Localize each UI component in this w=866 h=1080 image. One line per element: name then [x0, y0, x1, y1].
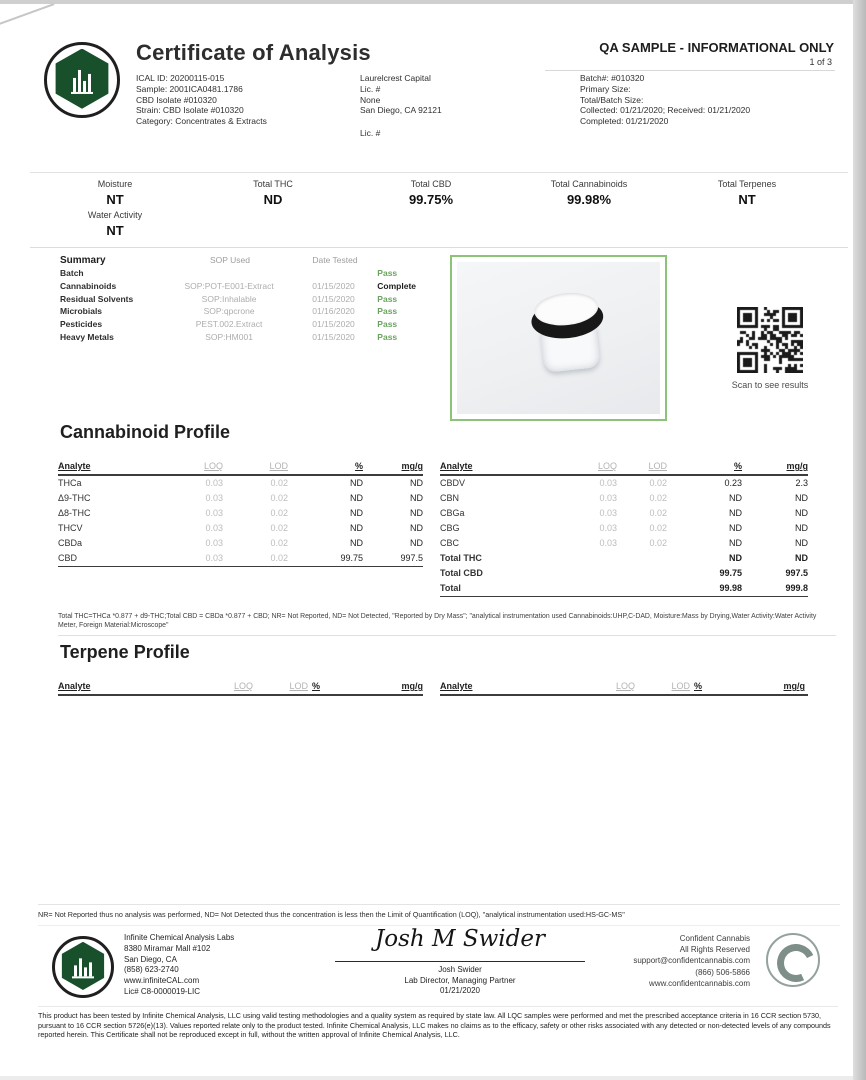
table-header	[58, 680, 423, 696]
mgg-cell: ND	[410, 538, 423, 548]
sign-date: 01/21/2020	[439, 986, 481, 995]
percent-cell: ND	[729, 508, 742, 518]
lod-header: LOD	[648, 461, 667, 471]
summary-result	[510, 179, 668, 238]
analyte-cell: CBN	[440, 493, 460, 503]
product-photo	[457, 262, 660, 414]
percent-cell: ND	[729, 553, 742, 563]
summary-table	[60, 254, 432, 344]
percent-cell: ND	[350, 493, 363, 503]
sop-used: SOP:HM001	[205, 331, 253, 342]
percent-header: %	[733, 461, 742, 471]
scan-crease	[0, 3, 54, 27]
text-line: San Diego, CA 92121	[360, 105, 442, 116]
batch-info-block	[580, 73, 750, 127]
table-row	[440, 506, 808, 521]
loq-header: LOQ	[597, 461, 617, 471]
table-row	[440, 521, 808, 536]
analyte-header: Analyte	[58, 681, 91, 691]
loq-header: LOQ	[233, 681, 253, 691]
cannabinoid-profile-title: Cannabinoid Profile	[60, 422, 231, 442]
percent-header: %	[312, 681, 321, 691]
table-row	[58, 476, 423, 491]
analyte-header: Analyte	[440, 681, 473, 691]
summary-header-label: Summary	[60, 255, 106, 266]
table-body	[58, 476, 423, 567]
summary-value: 99.98%	[566, 192, 612, 207]
analyte-cell: CBDV	[440, 478, 466, 488]
analyte-cell: CBGa	[440, 508, 465, 518]
confident-cannabis-logo	[766, 933, 820, 987]
percent-header: %	[694, 681, 703, 691]
product-photo-frame	[450, 255, 667, 421]
text-line: Completed: 01/21/2020	[580, 116, 669, 127]
analyte-cell: Total CBD	[440, 568, 483, 578]
confident-cannabis-block	[556, 933, 750, 989]
analyte-cell: Δ8-THC	[58, 508, 91, 518]
text-line: (866) 506-5866	[695, 967, 750, 977]
lod-cell	[617, 581, 667, 596]
sop-used: SOP:Inhalable	[201, 293, 257, 304]
loq-cell: 0.03	[205, 538, 223, 548]
date-tested	[294, 267, 374, 280]
loq-cell: 0.03	[599, 538, 617, 548]
signature-script: Josh M Swider	[375, 926, 545, 952]
qr-caption: Scan to see results	[731, 380, 809, 390]
sample-info-block	[136, 73, 267, 127]
divider	[30, 172, 848, 173]
mgg-cell: 999.8	[785, 583, 808, 593]
loq-cell: 0.03	[599, 508, 617, 518]
loq-cell: 0.03	[205, 508, 223, 518]
mgg-cell: 997.5	[785, 568, 808, 578]
text-line: www.infiniteCAL.com	[124, 976, 200, 986]
analyte-cell: Total	[440, 583, 461, 593]
lab-contact-block	[124, 933, 234, 998]
mgg-cell: 2.3	[795, 478, 808, 488]
text-line: Confident Cannabis	[679, 934, 750, 943]
lod-cell: 0.02	[270, 523, 288, 533]
lab-logo-icon	[52, 936, 114, 998]
date-tested: 01/15/2020	[312, 280, 355, 291]
percent-header: %	[354, 461, 363, 471]
date-header-label: Date Tested	[312, 255, 358, 265]
percent-cell: 99.75	[340, 553, 363, 563]
table-row	[58, 521, 423, 536]
text-line: Laurelcrest Capital	[360, 73, 431, 83]
text-line: None	[360, 94, 381, 105]
c-letter-icon	[772, 939, 821, 988]
loq-cell: 0.03	[599, 523, 617, 533]
summary-label: Total CBD	[410, 179, 452, 189]
date-tested: 01/15/2020	[312, 293, 355, 304]
cannabinoid-table-right	[440, 460, 808, 597]
cannabinoid-footnote: Total THC=THCa *0.877 + d9-THC;Total CBD = CBDa *0.877 + CBD; NR= Not Reported, ND= Not Detected, "Reported by Dry Mass"; "analytical instrumentation used Cannabinoids:UHP,C-DAD, Moisture:Mass by Drying,Water Activity:Water Activity Meter, Foreign Material:Microscope"	[58, 612, 836, 636]
loq-cell: 0.03	[599, 493, 617, 503]
mgg-header: mg/g	[786, 461, 808, 471]
text-line: www.confidentcannabis.com	[649, 978, 750, 988]
scan-edge-top	[0, 0, 866, 4]
percent-cell: ND	[729, 493, 742, 503]
qa-sample-label: QA SAMPLE - INFORMATIONAL ONLY	[599, 40, 834, 55]
loq-header: LOQ	[203, 461, 223, 471]
analyte-cell: CBD	[58, 553, 78, 563]
summary-table-row	[60, 331, 432, 344]
mgg-header: mg/g	[783, 681, 805, 691]
divider	[545, 70, 835, 71]
percent-cell: ND	[350, 478, 363, 488]
nr-note: NR= Not Reported thus no analysis was performed, ND= Not Detected thus the concentration is less then the Limit of Quantification (LOQ), "analytical instrumentation used:HS-GC-MS"	[38, 904, 840, 926]
mgg-header: mg/g	[401, 461, 423, 471]
summary-result	[668, 179, 826, 238]
percent-cell: ND	[729, 523, 742, 533]
analyte-cell: CBG	[440, 523, 460, 533]
text-line: Lic# C8-0000019-LIC	[124, 986, 201, 996]
signer-title: Lab Director, Managing Partner	[404, 975, 516, 985]
text-line: Collected: 01/21/2020; Received: 01/21/2020	[580, 105, 751, 116]
loq-cell: 0.03	[205, 493, 223, 503]
text-line: ICAL ID: 20200115-015	[136, 73, 225, 83]
text-line: All Rights Reserved	[679, 945, 750, 955]
signer-name: Josh Swider	[438, 965, 482, 974]
status-badge: Pass	[377, 306, 398, 317]
sop-used	[164, 267, 293, 280]
lod-cell	[617, 551, 667, 566]
chromatogram-bars	[72, 956, 94, 978]
table-row	[58, 491, 423, 506]
lod-cell: 0.02	[270, 538, 288, 548]
test-name: Pesticides	[60, 319, 103, 330]
mgg-cell: ND	[410, 508, 423, 518]
mgg-cell: 997.5	[400, 553, 423, 563]
analyte-header: Analyte	[440, 461, 473, 471]
table-row	[440, 551, 808, 566]
qr-code	[737, 307, 803, 373]
date-tested: 01/15/2020	[312, 319, 355, 330]
lod-cell: 0.02	[649, 508, 667, 518]
summary-results-bar	[36, 179, 826, 238]
summary-value: ND	[263, 192, 283, 207]
analyte-cell: CBDa	[58, 538, 83, 548]
percent-cell: ND	[729, 538, 742, 548]
analyte-cell: THCV	[58, 523, 83, 533]
sop-used: SOP:qpcrone	[203, 306, 255, 317]
sop-used: SOP:POT-E001-Extract	[184, 280, 274, 291]
text-line: Sample: 2001ICA0481.1786	[136, 83, 243, 94]
percent-cell: 99.75	[719, 568, 742, 578]
status-badge: Pass	[377, 319, 398, 330]
divider	[30, 247, 848, 248]
table-row	[440, 491, 808, 506]
sop-header-label: SOP Used	[209, 255, 250, 265]
document-title: Certificate of Analysis	[136, 40, 371, 65]
mgg-header: mg/g	[401, 681, 423, 691]
text-line: Category: Concentrates & Extracts	[136, 116, 267, 127]
status-badge: Pass	[377, 331, 398, 342]
status-badge: Pass	[377, 293, 398, 304]
scan-edge-right	[853, 0, 866, 1080]
lod-cell: 0.02	[270, 493, 288, 503]
summary-value: NT	[106, 223, 124, 238]
lod-cell: 0.02	[649, 523, 667, 533]
status-badge: Complete	[377, 280, 417, 291]
mgg-cell: ND	[795, 523, 808, 533]
sample-jar-image	[526, 296, 613, 374]
table-row	[440, 476, 808, 491]
percent-cell: 99.98	[719, 583, 742, 593]
table-row	[440, 536, 808, 551]
table-row	[58, 536, 423, 551]
lod-header: LOD	[671, 681, 690, 691]
lab-logo-icon	[44, 42, 120, 118]
lod-cell: 0.02	[649, 493, 667, 503]
text-line: Primary Size:	[580, 83, 631, 94]
summary-label: Total Cannabinoids	[550, 179, 628, 189]
analyte-cell: THCa	[58, 478, 82, 488]
test-name: Microbials	[60, 306, 103, 317]
table-row	[58, 506, 423, 521]
text-line: Strain: CBD Isolate #010320	[136, 105, 244, 116]
summary-value: NT	[106, 192, 124, 207]
analyte-cell: Total THC	[440, 553, 482, 563]
date-tested: 01/16/2020	[312, 306, 355, 317]
summary-label: Water Activity	[87, 210, 143, 220]
percent-cell: 0.23	[724, 478, 742, 488]
lod-cell: 0.02	[649, 538, 667, 548]
loq-cell	[545, 581, 617, 596]
lod-header: LOD	[289, 681, 308, 691]
sop-used: PEST.002.Extract	[195, 319, 263, 330]
summary-result	[352, 179, 510, 238]
percent-cell: ND	[350, 523, 363, 533]
table-header	[440, 680, 808, 696]
table-row	[58, 551, 423, 566]
text-line: Total/Batch Size:	[580, 94, 644, 105]
loq-cell: 0.03	[205, 478, 223, 488]
scan-edge-bottom	[0, 1076, 853, 1080]
test-name: Cannabinoids	[60, 280, 117, 291]
chromatogram-bars	[71, 67, 93, 94]
mgg-cell: ND	[795, 553, 808, 563]
summary-table-row	[60, 267, 432, 280]
loq-cell	[545, 551, 617, 566]
date-tested: 01/15/2020	[312, 331, 355, 342]
analyte-cell: Δ9-THC	[58, 493, 91, 503]
lod-cell: 0.02	[649, 478, 667, 488]
cannabinoid-table-left	[58, 460, 423, 567]
text-line: 8380 Miramar Mall #102	[124, 943, 211, 953]
mgg-cell: ND	[410, 523, 423, 533]
loq-cell: 0.03	[599, 478, 617, 488]
terpene-table-left	[58, 680, 423, 696]
legal-disclaimer: This product has been tested by Infinite Chemical Analysis, LLC using valid testing methodologies and a quality system as required by state law. All LQC samples were performed and met the prescribed acceptance criteria in 16 CCR section 5730, pursuant to 16 CCR section 5726(e)(13). Values reported relate only to the product tested. Infinite Chemical Analysis, LLC makes no claims as to the efficacy, safety or other risks associated with any detected or non-detected levels of any compounds reported herein. This Certificate shall not be reproduced except in full, without the written approval of Infinite Chemical Analysis, LLC.	[38, 1006, 838, 1040]
client-license-2: Lic. #	[360, 128, 381, 138]
analyte-header: Analyte	[58, 461, 91, 471]
terpene-table-right	[440, 680, 808, 696]
text-line: support@confidentcannabis.com	[633, 956, 750, 966]
loq-cell: 0.03	[205, 553, 223, 563]
percent-cell: ND	[350, 538, 363, 548]
mgg-cell: ND	[795, 508, 808, 518]
lod-cell: 0.02	[270, 478, 288, 488]
loq-cell: 0.03	[205, 523, 223, 533]
summary-label: Total THC	[253, 179, 293, 189]
terpene-profile-title: Terpene Profile	[60, 642, 190, 662]
summary-table-header	[60, 254, 432, 267]
summary-result	[194, 179, 352, 238]
lod-cell: 0.02	[270, 553, 288, 563]
table-header	[58, 460, 423, 476]
text-line: CBD Isolate #010320	[136, 94, 217, 105]
summary-value: 99.75%	[408, 192, 454, 207]
status-badge: Pass	[377, 268, 398, 278]
summary-table-row	[60, 318, 432, 331]
summary-label: Moisture	[97, 179, 133, 189]
lod-cell	[617, 566, 667, 581]
text-line: Lic. #	[360, 83, 381, 94]
summary-value: NT	[738, 192, 756, 207]
page-number: 1 of 3	[809, 57, 832, 67]
text-line: Infinite Chemical Analysis Labs	[124, 933, 235, 942]
summary-result	[36, 179, 194, 238]
table-body	[440, 476, 808, 597]
test-name: Residual Solvents	[60, 293, 134, 304]
summary-table-body	[60, 267, 432, 344]
loq-cell	[545, 566, 617, 581]
table-row	[440, 581, 808, 596]
summary-table-row	[60, 293, 432, 306]
summary-table-row	[60, 305, 432, 318]
client-info-block	[360, 73, 442, 116]
test-name: Heavy Metals	[60, 331, 114, 342]
mgg-cell: ND	[795, 538, 808, 548]
summary-table-row	[60, 280, 432, 293]
mgg-cell: ND	[795, 493, 808, 503]
text-line: Batch#: #010320	[580, 73, 645, 83]
analyte-cell: CBC	[440, 538, 460, 548]
test-name: Batch	[60, 268, 84, 278]
mgg-cell: ND	[410, 478, 423, 488]
loq-header: LOQ	[615, 681, 635, 691]
lod-cell: 0.02	[270, 508, 288, 518]
lod-header: LOD	[269, 461, 288, 471]
table-header	[440, 460, 808, 476]
table-row	[440, 566, 808, 581]
signature-line	[335, 961, 585, 962]
text-line: San Diego, CA	[124, 954, 177, 964]
summary-label: Total Terpenes	[717, 179, 777, 189]
percent-cell: ND	[350, 508, 363, 518]
text-line: (858) 623-2740	[124, 965, 179, 975]
mgg-cell: ND	[410, 493, 423, 503]
